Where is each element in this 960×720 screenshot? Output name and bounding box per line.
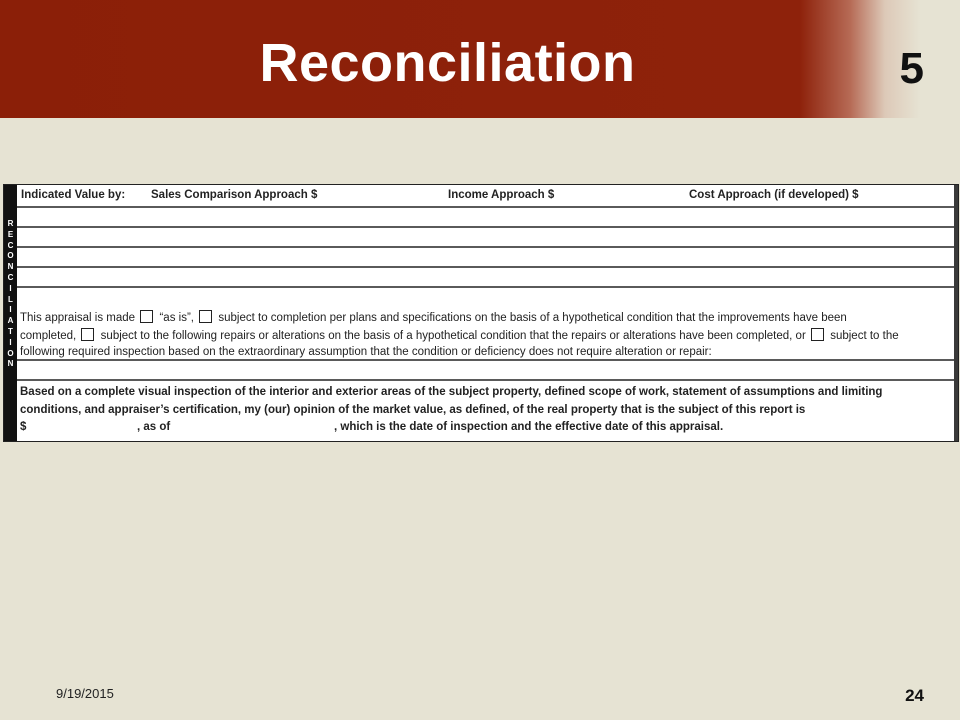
subject-to-repairs-checkbox[interactable] — [81, 328, 94, 341]
subject-to-completion-checkbox[interactable] — [199, 310, 212, 323]
form-row-divider — [17, 379, 954, 381]
side-label-letter: O — [7, 251, 14, 261]
side-label — [4, 219, 17, 370]
income-approach-label: Income Approach $ — [448, 189, 555, 201]
opinion-line-2: conditions, and appraiser’s certification, my (our) opinion of the market value, as defined, of the real property that is the subject of this report is — [20, 404, 806, 416]
form-row-divider — [17, 206, 954, 208]
appraisal-made-line-1 — [20, 309, 847, 327]
form-right-edge — [954, 185, 958, 441]
subject-to-inspection-checkbox[interactable] — [811, 328, 824, 341]
subject-to-repairs-text: subject to the following repairs or alterations on the basis of a hypothetical condition that the repairs or alterations have been completed, or — [100, 330, 806, 342]
subject-to-completion-text: subject to completion per plans and specifications on the basis of a hypothetical condition that the improvements have been — [218, 312, 847, 324]
opinion-as-of: , as of — [137, 421, 171, 433]
side-label-letter: E — [7, 229, 14, 239]
form-row-divider — [17, 246, 954, 248]
completed-text: completed, — [20, 330, 77, 342]
indicated-value-label: Indicated Value by: — [21, 189, 126, 201]
side-label-letter: R — [7, 219, 14, 228]
side-label-letter: I — [9, 337, 12, 347]
side-label-letter: I — [9, 283, 12, 293]
side-label-letter: I — [9, 305, 12, 315]
opinion-effective-date-text: , which is the date of inspection and the effective date of this appraisal. — [334, 421, 724, 433]
page-number: 24 — [905, 686, 924, 705]
reconciliation-form — [3, 184, 959, 442]
subject-to-inspection-text: subject to the — [830, 330, 899, 342]
sales-comparison-label: Sales Comparison Approach $ — [151, 189, 318, 201]
opinion-dollar: $ — [20, 421, 27, 433]
side-label-letter: O — [7, 348, 14, 358]
form-row-divider — [17, 286, 954, 288]
as-is-checkbox[interactable] — [140, 310, 153, 323]
side-label-letter: C — [7, 240, 14, 250]
as-is-text: “as is”, — [159, 312, 194, 324]
form-row-divider — [17, 266, 954, 268]
cost-approach-label: Cost Approach (if developed) $ — [689, 189, 859, 201]
side-label-letter: N — [7, 262, 14, 272]
side-label-letter: C — [7, 272, 14, 282]
form-side-strip — [4, 185, 17, 441]
footer-date: 9/19/2015 — [56, 686, 114, 701]
side-label-letter: L — [8, 294, 13, 304]
form-row-divider — [17, 226, 954, 228]
side-label-letter: A — [7, 316, 14, 326]
side-label-letter: N — [7, 359, 14, 369]
slide-title: Reconciliation — [259, 33, 636, 93]
chapter-number: 5 — [899, 44, 924, 93]
appraisal-made-line-3: following required inspection based on the extraordinary assumption that the condition or deficiency does not require alteration or repair: — [20, 346, 712, 358]
side-label-letter: T — [8, 326, 13, 336]
appraisal-made-text: This appraisal is made — [20, 312, 136, 324]
opinion-line-1: Based on a complete visual inspection of the interior and exterior areas of the subject property, defined scope of work, statement of assumptions and limiting — [20, 386, 883, 398]
